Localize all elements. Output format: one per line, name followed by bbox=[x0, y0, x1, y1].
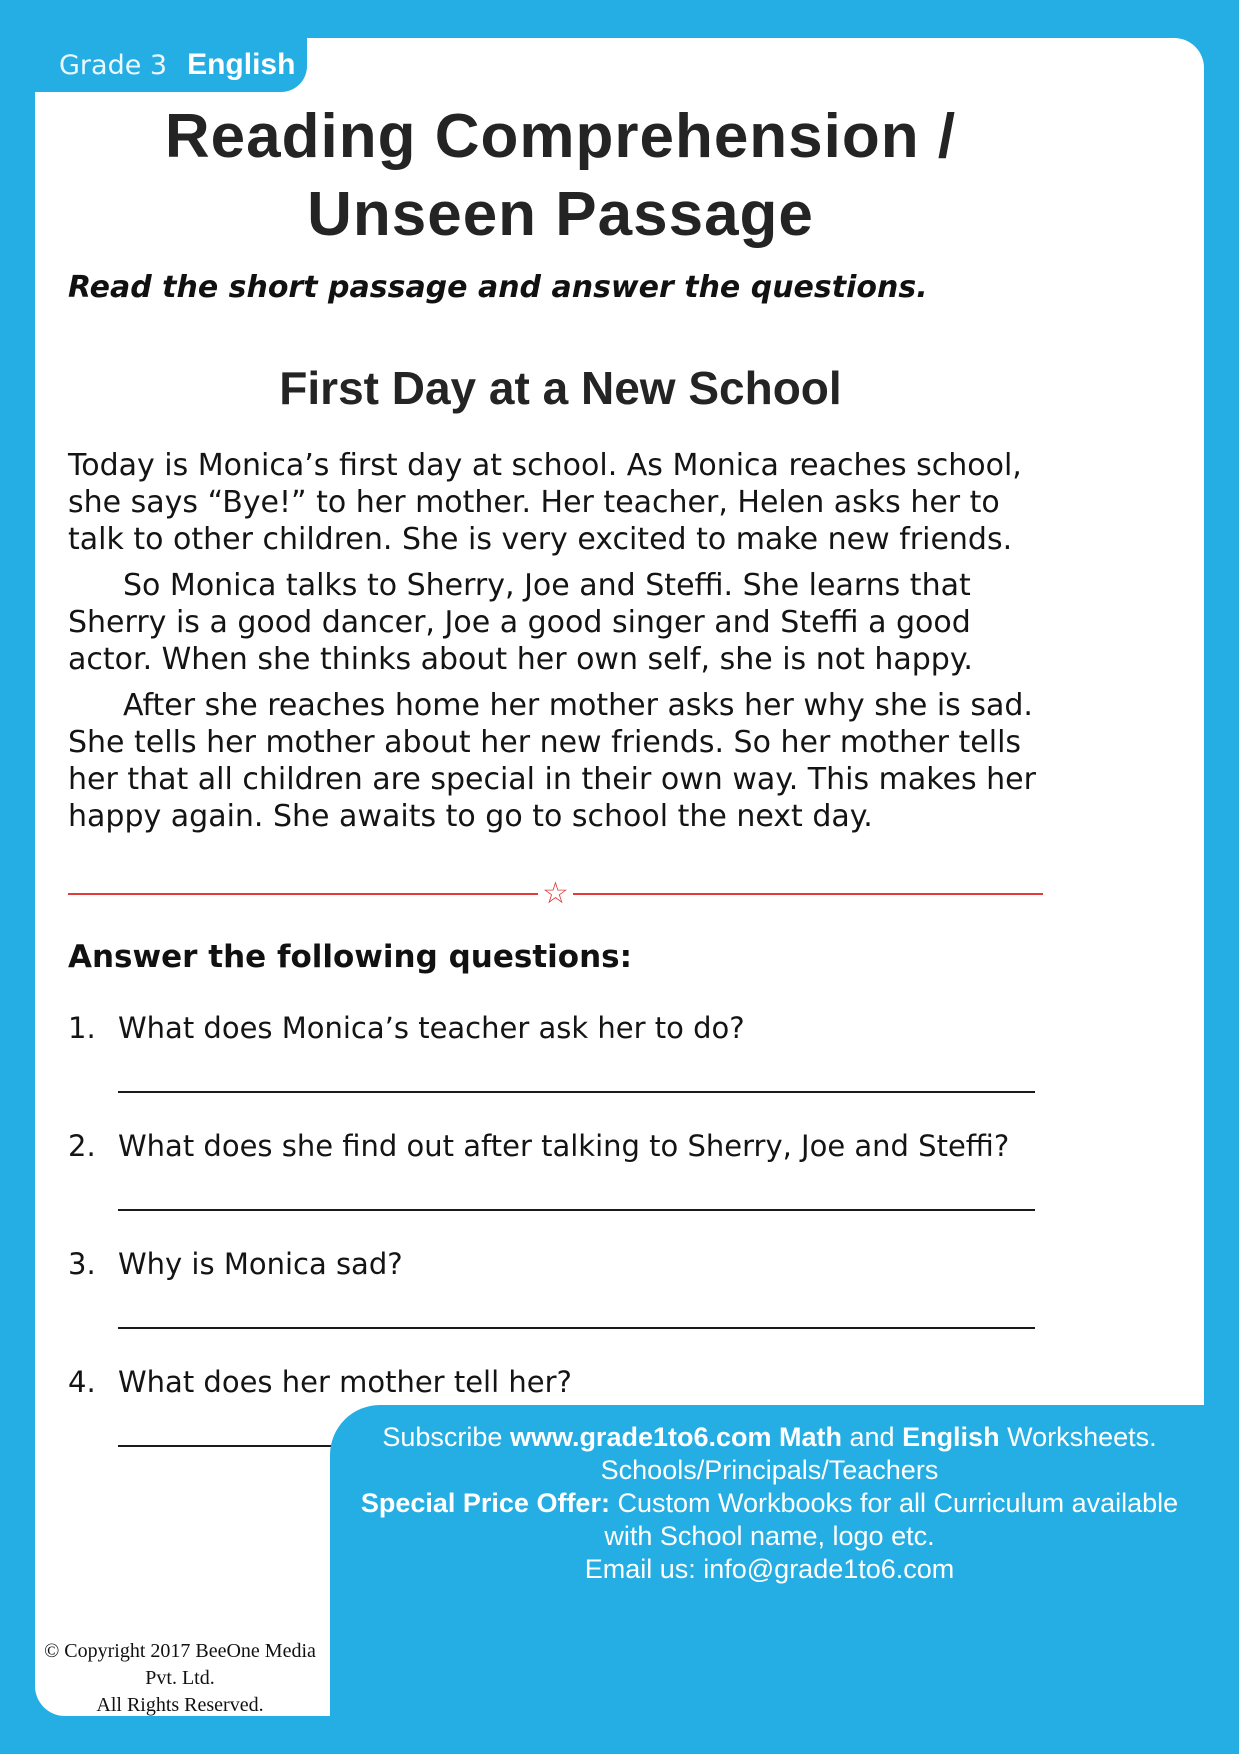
answer-line-2 bbox=[118, 1209, 1035, 1211]
passage-paragraph-1: Today is Monica’s first day at school. As Monica reaches school, she says “Bye!” to her mother. Her teacher, Helen asks her to talk to other children. She is very excited to make new friends. bbox=[68, 448, 1022, 558]
question-4-text: What does her mother tell her? bbox=[118, 1365, 572, 1400]
question-3 bbox=[68, 1247, 1053, 1329]
passage-title: First Day at a New School bbox=[279, 362, 842, 415]
footer-site-link: www.grade1to6.com Math bbox=[509, 1422, 842, 1452]
section-divider bbox=[68, 876, 1043, 912]
subject-label: English bbox=[187, 48, 296, 81]
grade-label: Grade 3 bbox=[59, 49, 168, 81]
questions-header: Answer the following questions: bbox=[68, 939, 633, 976]
question-4-number: 4. bbox=[68, 1365, 96, 1400]
page-title-line2: Unseen Passage bbox=[307, 180, 814, 250]
copyright-notice bbox=[40, 1638, 320, 1719]
page-title-line1: Reading Comprehension / bbox=[164, 102, 957, 171]
question-2 bbox=[68, 1129, 1053, 1211]
page-title bbox=[68, 98, 1053, 254]
passage bbox=[68, 447, 1053, 835]
footer-and-text: and bbox=[842, 1422, 903, 1452]
instruction-text: Read the short passage and answer the questions. bbox=[68, 270, 928, 306]
footer-worksheets-text: Worksheets. bbox=[999, 1422, 1157, 1452]
question-2-text: What does she find out after talking to Sherry, Joe and Steffi? bbox=[118, 1129, 1010, 1164]
copyright-line-2: All Rights Reserved. bbox=[96, 1694, 264, 1716]
star-icon: ☆ bbox=[542, 876, 569, 912]
question-3-number: 3. bbox=[68, 1247, 96, 1282]
footer-line-4: with School name, logo etc. bbox=[604, 1521, 935, 1551]
grade-subject-tab bbox=[35, 38, 307, 92]
question-1-text: What does Monica’s teacher ask her to do? bbox=[118, 1011, 745, 1046]
passage-paragraph-3: After she reaches home her mother asks her why she is sad. She tells her mother about her new friends. So her mother tells her that all children are special in their own way. This makes her happy again. She awaits to go to school the next day. bbox=[68, 688, 1036, 835]
answer-line-1 bbox=[118, 1091, 1035, 1093]
footer-offer-text: Custom Workbooks for all Curriculum available bbox=[609, 1488, 1179, 1518]
footer-line-1 bbox=[345, 1421, 1194, 1454]
footer-line-2: Schools/Principals/Teachers bbox=[600, 1455, 939, 1485]
footer-line-5: Email us: info@grade1to6.com bbox=[584, 1554, 955, 1584]
answer-line-3 bbox=[118, 1327, 1035, 1329]
copyright-line-1: © Copyright 2017 BeeOne Media Pvt. Ltd. bbox=[44, 1640, 316, 1689]
footer-line-3 bbox=[345, 1487, 1194, 1520]
footer-subscribe-text: Subscribe bbox=[382, 1422, 510, 1452]
divider-line-left bbox=[68, 893, 538, 895]
footer-banner bbox=[330, 1405, 1239, 1754]
question-2-number: 2. bbox=[68, 1129, 96, 1164]
worksheet-content bbox=[68, 98, 1053, 1447]
question-1 bbox=[68, 1011, 1053, 1093]
footer-offer-label: Special Price Offer: bbox=[360, 1488, 610, 1518]
footer-english-text: English bbox=[902, 1422, 1000, 1452]
passage-paragraph-2: So Monica talks to Sherry, Joe and Steffi. She learns that Sherry is a good dancer, Joe a good singer and Steffi a good actor. When she thinks about her own self, she is not happy. bbox=[68, 568, 973, 678]
divider-line-right bbox=[573, 893, 1043, 895]
question-1-number: 1. bbox=[68, 1011, 96, 1046]
question-3-text: Why is Monica sad? bbox=[118, 1247, 403, 1282]
